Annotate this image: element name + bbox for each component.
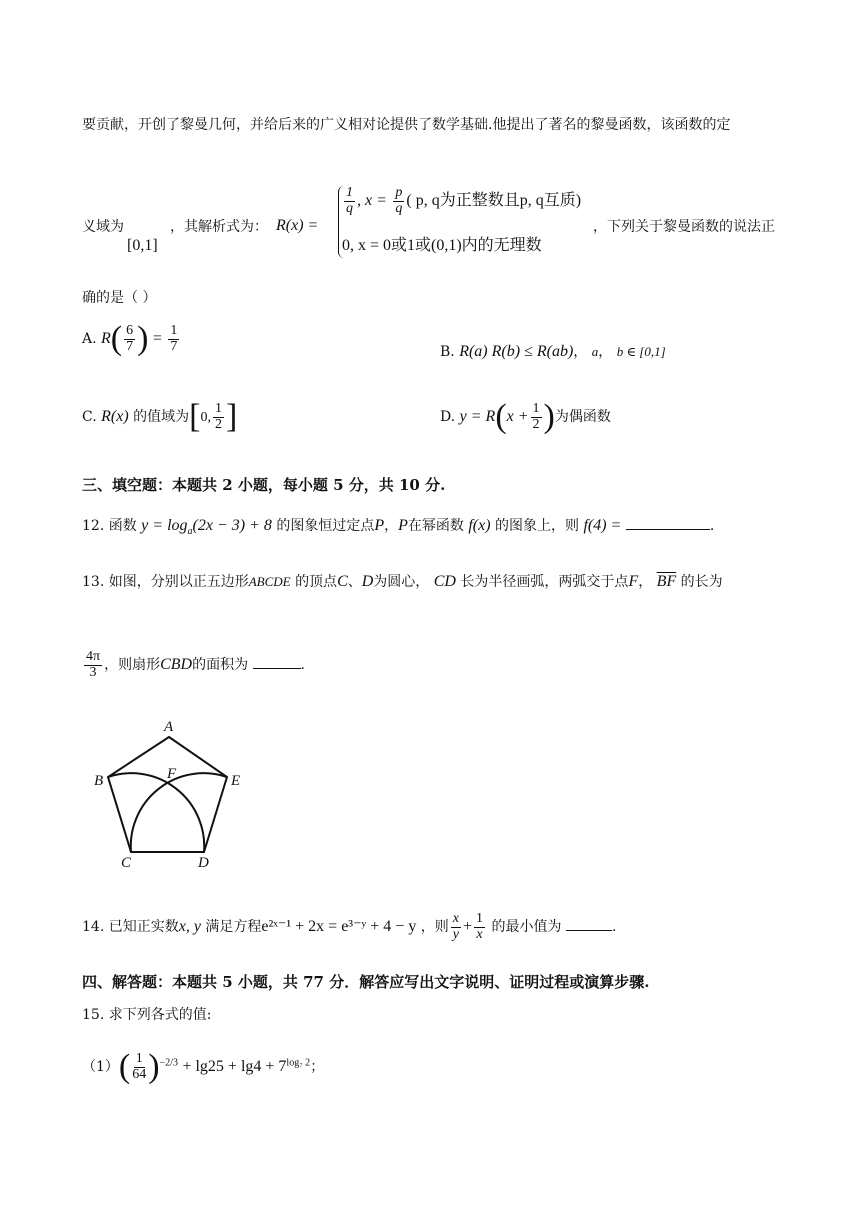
label-c: C — [121, 855, 132, 871]
pentagon-figure — [88, 715, 258, 875]
label-f: F — [167, 766, 177, 782]
question-13-cont: $\frac{4\pi}{3}$ ，则扇形CBD的面积为 . — [86, 649, 305, 680]
arc-from-c — [108, 773, 204, 852]
answer-blank-12[interactable] — [626, 517, 710, 530]
question-15-part-1: （1）( $\frac{1}{64}$ )$^{-2/3} + \lg 25 + \lg 4 + 7^{log_7 2}$； — [82, 1048, 325, 1085]
question-15: 15. 求下列各式的值: — [82, 1007, 212, 1023]
option-c: C. R(x) 的值域为[0, $\frac{1}{2}$ ] — [82, 398, 238, 435]
question-14: 14. 已知正实数x, y 满足方程e²ˣ⁻¹ + 2x = e³⁻ʸ + 4 − y ，则 $\frac{x}{y}$ + $\frac{1}{x}$ 的最小值为 . — [82, 911, 617, 942]
formula-suffix: ，下列关于黎曼函数的说法正 — [593, 219, 775, 235]
answer-blank-14[interactable] — [566, 918, 612, 931]
piecewise-case-2: 0, x = 0或1或(0,1)内的无理数 — [342, 237, 542, 254]
question-tail: 确的是（ ） — [82, 290, 157, 306]
option-d: D. y = R(x + $\frac{1}{2}$ )为偶函数 — [440, 398, 611, 435]
section-3-heading: 三、填空题：本题共 2 小题，每小题 5 分，共 10 分. — [82, 476, 446, 494]
question-12: 12. 函数 $y = \log_a(2x - 3) + 8$ 的图象恒过定点P，P在幂函数 f(x) 的图象上，则 f(4) = . — [82, 517, 715, 537]
section-4-heading: 四、解答题：本题共 5 小题，共 77 分．解答应写出文字说明、证明过程或演算步骤. — [82, 973, 650, 991]
pentagon-outline — [108, 737, 227, 852]
answer-blank-13[interactable] — [253, 656, 301, 669]
piecewise-case-1: $\frac{1}{q}$ , x = $\frac{p}{q}$ ( p, q为正整数且p, q互质) — [346, 185, 582, 216]
label-b: B — [94, 773, 104, 789]
arc-from-d — [131, 773, 227, 852]
label-d: D — [198, 855, 209, 871]
formula-prefix: ，其解析式为： — [170, 219, 268, 235]
domain-prefix: 义域为 — [82, 219, 124, 235]
domain-interval: [0,1] — [127, 237, 158, 254]
question-13: 13. 如图，分别以正五边形ABCDE 的顶点C、D为圆心， CD 长为半径画弧，两弧交于点F， $\overline{BF}$ 的长为 — [82, 573, 723, 590]
formula-lhs: R(x) = — [276, 217, 319, 234]
option-b: B. R(a) R(b) ≤ R(ab)， a， b ∈ [0,1] — [440, 343, 666, 360]
label-e: E — [231, 773, 241, 789]
intro-line: 要贡献，开创了黎曼几何，并给后来的广义相对论提供了数学基础.他提出了著名的黎曼函数，该函数的定 — [82, 117, 731, 133]
label-a: A — [164, 719, 174, 735]
option-a: A. R( $\frac{6}{7}$ ) = $\frac{1}{7}$ — [82, 320, 178, 357]
